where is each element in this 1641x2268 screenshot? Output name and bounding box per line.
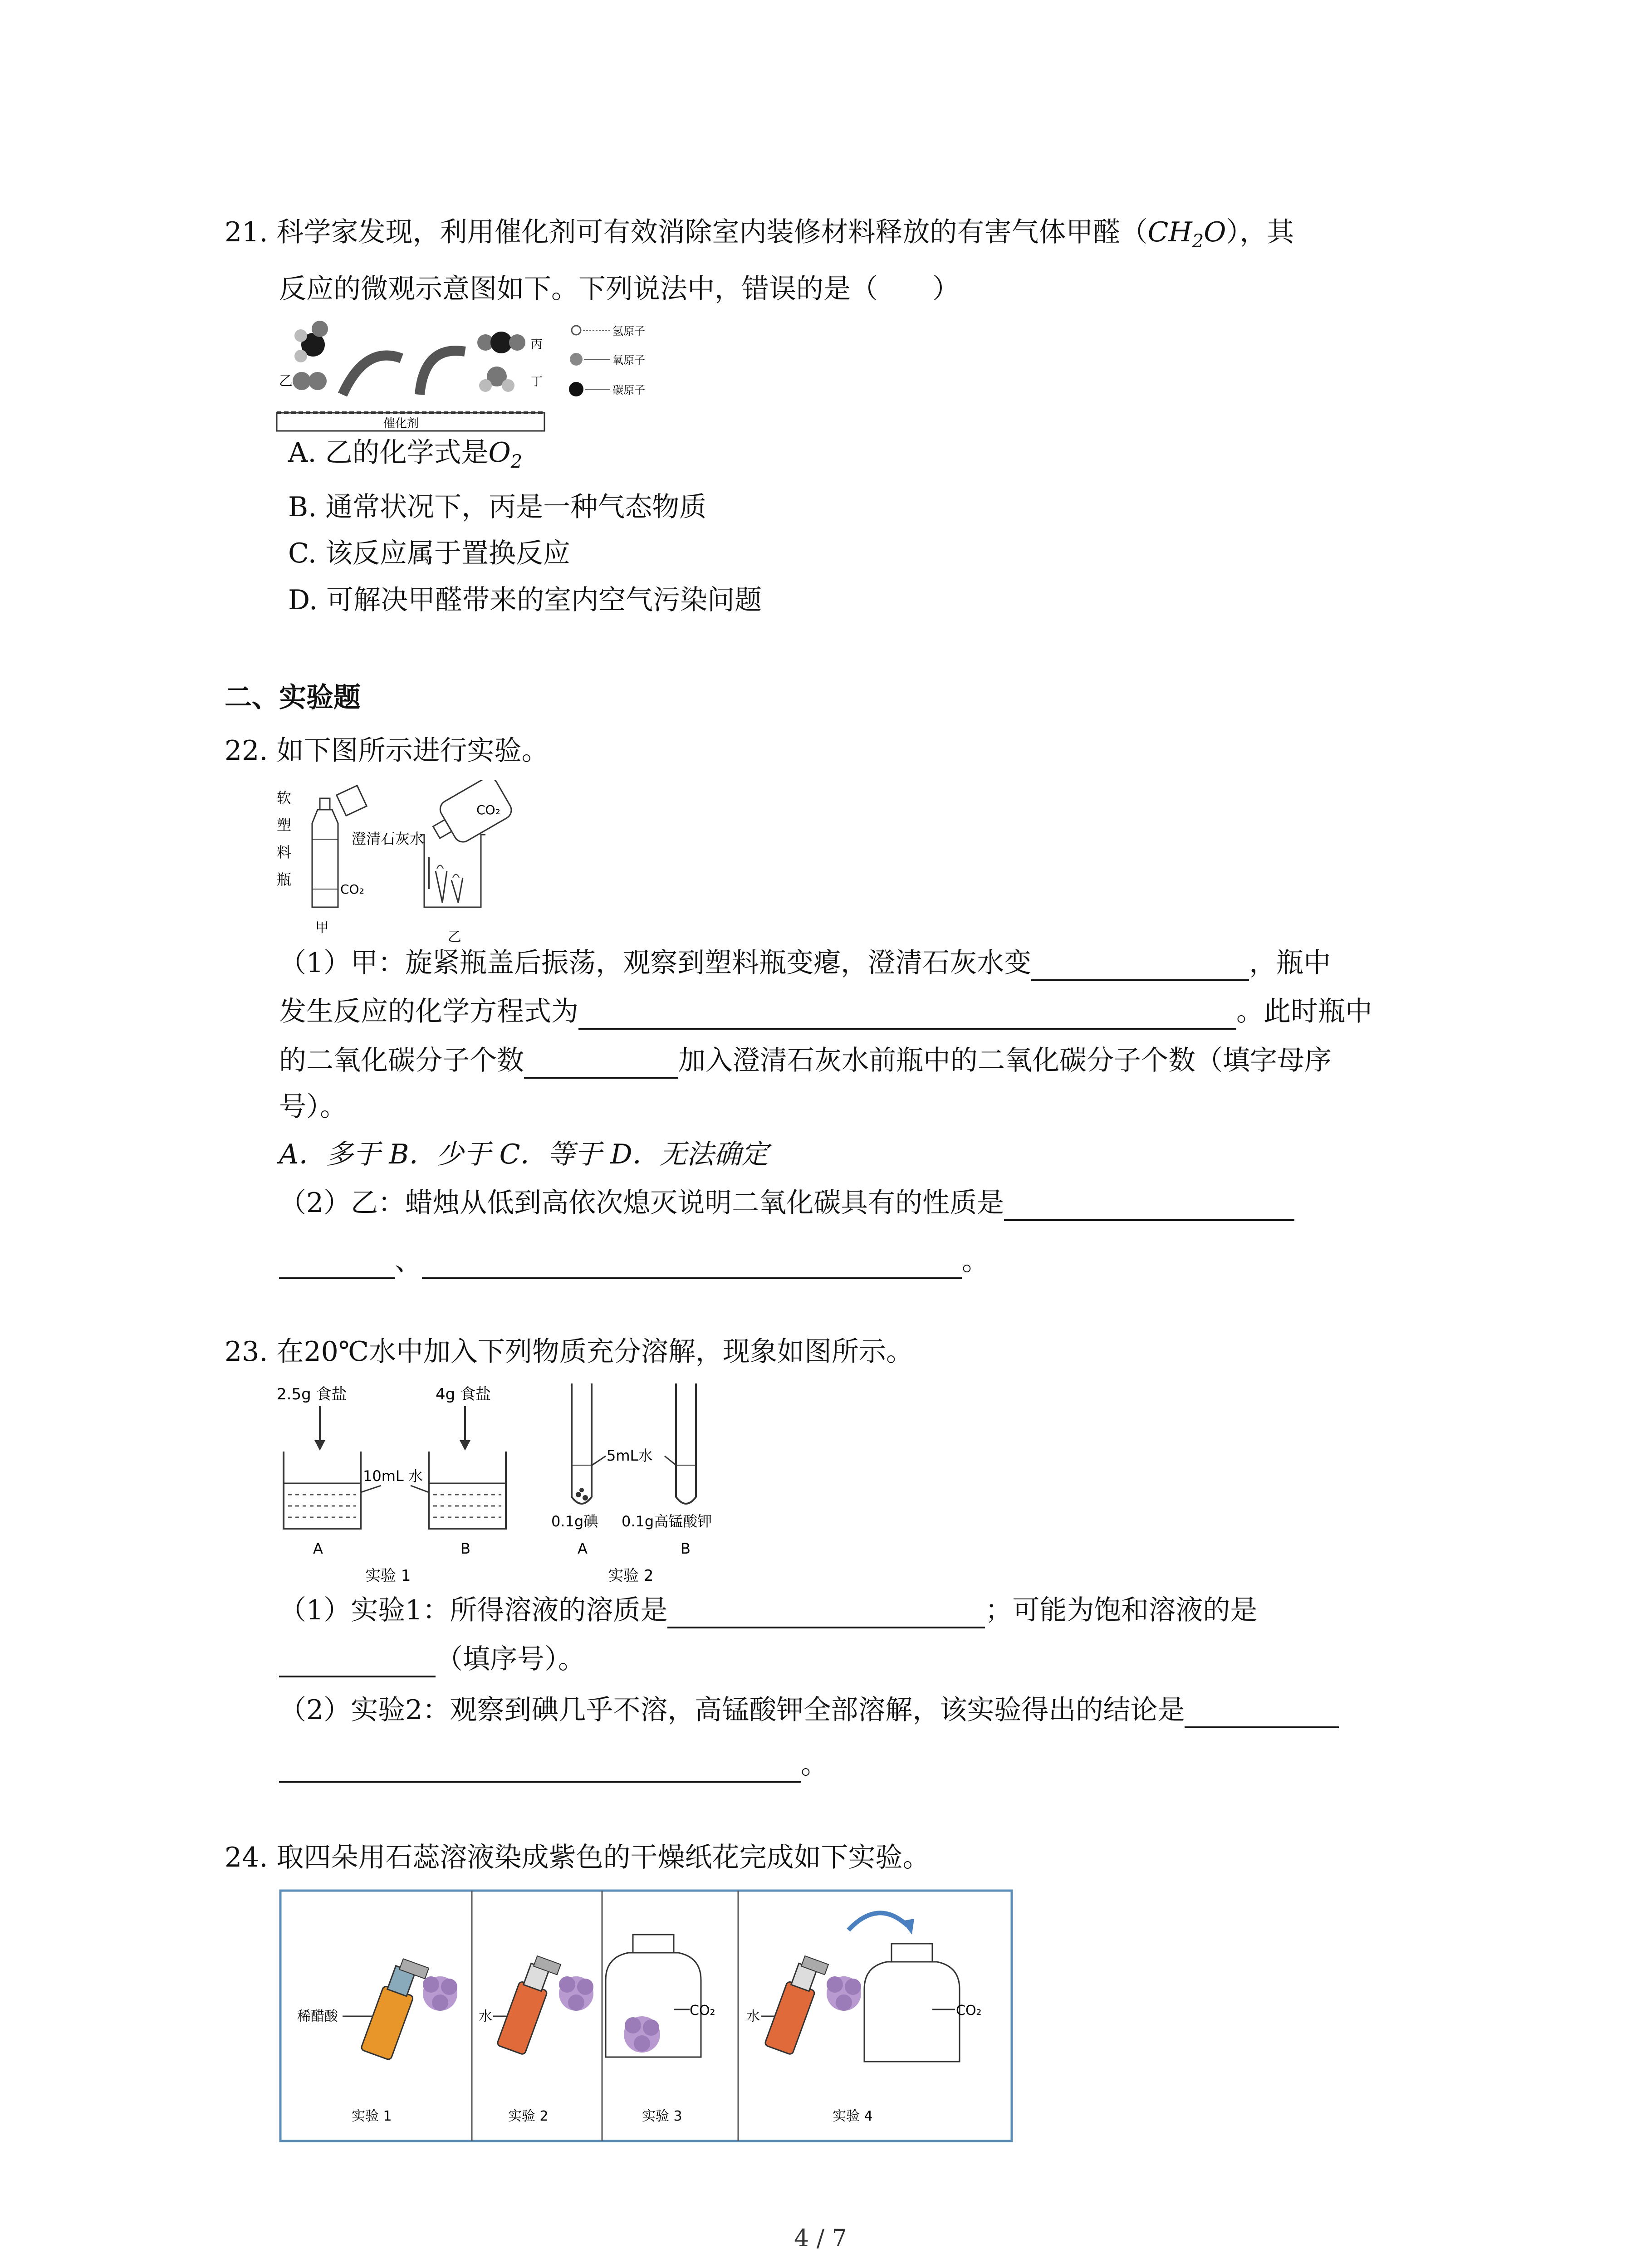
label-bing: 丙 [531, 338, 543, 352]
q22-p1-line-a: （1）甲：旋紧瓶盖后振荡，观察到塑料瓶变瘪，澄清石灰水变 ，瓶中 [279, 945, 1331, 981]
co2-molecule [477, 332, 525, 353]
exp2-caption: 实验 2 [508, 2108, 549, 2124]
answer-blank-conclusion-1[interactable] [1185, 1698, 1339, 1728]
bottle-label-3: 料 [277, 844, 292, 861]
exp2-label: 实验 2 [608, 1567, 654, 1585]
paper-flower-2 [559, 1976, 593, 2011]
exp1-label: 实验 1 [365, 1567, 411, 1585]
q22-stem: 22. 如下图所示进行实验。 [225, 735, 549, 767]
water-10-label: 10mL 水 [363, 1467, 423, 1485]
co2-label-3: CO₂ [690, 2003, 715, 2019]
answer-blank-property-1[interactable] [1004, 1191, 1294, 1221]
q23-p2-line-a: （2）实验2：观察到碘几乎不溶，高锰酸钾全部溶解，该实验得出的结论是 [279, 1692, 1339, 1728]
answer-blank-limewater[interactable] [1031, 951, 1249, 981]
q21-reaction-figure [274, 318, 683, 435]
plastic-bottle [312, 798, 338, 907]
test-tube-b [676, 1383, 696, 1504]
beaker-a-label: A [313, 1540, 323, 1557]
paper-flower-4 [827, 1976, 861, 2011]
q23-p2-line-b: 。 [279, 1746, 828, 1783]
q21-option-c: C. 该反应属于置换反应 [288, 538, 570, 569]
catalyst-label: 催化剂 [383, 417, 419, 430]
bottle-label-2: 塑 [277, 816, 292, 834]
salt-b-label: 4g 食盐 [436, 1385, 491, 1403]
co2-bottle [425, 780, 514, 852]
legend-oxygen: 氧原子 [612, 354, 645, 367]
q22-p1-line-c: 的二氧化碳分子个数 加入澄清石灰水前瓶中的二氧化碳分子个数（填字母序 [279, 1042, 1332, 1079]
q21-option-b: B. 通常状况下，丙是一种气态物质 [288, 491, 707, 523]
q24-figure [279, 1889, 1014, 2143]
exp1-caption: 实验 1 [352, 2108, 392, 2124]
q21-line1: 21. 科学家发现，利用催化剂可有效消除室内装修材料释放的有害气体甲醛$(CH_2O)$，其 [225, 216, 1294, 252]
pouring-beaker [337, 786, 367, 816]
arrow-in [343, 356, 402, 395]
paper-flower-1 [423, 1976, 457, 2011]
q22-options: A．多于 B．少于 C．等于 D．无法确定 [279, 1139, 769, 1170]
q21-option-d: D. 可解决甲醛带来的室内空气污染问题 [288, 584, 762, 616]
q23-stem: 23. 在20℃水中加入下列物质充分溶解，现象如图所示。 [225, 1336, 913, 1368]
q22-p2-line-a: （2）乙：蜡烛从低到高依次熄灭说明二氧化碳具有的性质是 [279, 1185, 1294, 1221]
q23-p1-line-a: （1）实验1：所得溶液的溶质是 ；可能为饱和溶液的是 [279, 1592, 1257, 1628]
q21-stem: 21. 科学家发现，利用催化剂可有效消除室内装修材料释放的有害气体甲醛（ [225, 216, 1148, 248]
q22-figure [272, 780, 635, 948]
kmno4-label: 0.1g高锰酸钾 [622, 1513, 712, 1530]
beaker-a [284, 1452, 361, 1529]
q21-option-a: A. 乙的化学式是$O_2$ [288, 437, 523, 472]
q21-formula: $CH_2O$ [1147, 216, 1226, 252]
oxygen-molecule [293, 372, 327, 390]
beaker-b-label: B [460, 1540, 470, 1557]
q23-p1-line-b: （填序号）。 [279, 1641, 585, 1677]
section-heading: 二、实验题 [225, 682, 361, 714]
bottle-label-1: 软 [277, 789, 292, 807]
q21-option-a-formula: $O_2$ [488, 437, 523, 472]
water-5-label: 5mL水 [607, 1447, 653, 1464]
label-ding: 丁 [531, 375, 543, 389]
bottle-label-4: 瓶 [277, 871, 292, 888]
co2-label-a: CO₂ [340, 882, 364, 897]
label-yi-b: 乙 [448, 929, 461, 945]
q22-p1-line-b: 发生反应的化学方程式为 。此时瓶中 [279, 993, 1372, 1030]
answer-blank-property-3[interactable] [422, 1249, 962, 1279]
q23-figure [274, 1379, 751, 1588]
page-number: 4 / 7 [794, 2225, 847, 2252]
co2-label-4: CO₂ [956, 2003, 982, 2019]
answer-blank-conclusion-2[interactable] [279, 1753, 801, 1783]
q22-p1-line-d: 号）。 [279, 1091, 347, 1123]
formaldehyde-molecule [294, 321, 328, 362]
legend-hydrogen: 氢原子 [612, 325, 645, 337]
test-tube-a [572, 1383, 592, 1504]
q22-p2-line-b: 、 。 [279, 1243, 989, 1279]
tube-b-label: B [681, 1540, 691, 1557]
water-label-2: 水 [746, 2009, 760, 2024]
answer-blank-solute[interactable] [667, 1598, 985, 1628]
iodine-label: 0.1g碘 [551, 1513, 598, 1530]
exp4-caption: 实验 4 [833, 2108, 873, 2124]
water-molecule [479, 367, 514, 392]
answer-blank-molecule-count[interactable] [524, 1049, 678, 1079]
salt-a-label: 2.5g 食盐 [277, 1385, 347, 1403]
limewater-label: 澄清石灰水 [352, 830, 425, 847]
answer-blank-saturated[interactable] [279, 1647, 436, 1677]
water-label-1: 水 [479, 2009, 492, 2024]
legend [569, 325, 645, 396]
answer-blank-property-2[interactable] [279, 1249, 395, 1279]
label-jia: 甲 [315, 920, 329, 936]
answer-blank-equation[interactable] [578, 1000, 1236, 1030]
q21-line2: 反应的微观示意图如下。下列说法中，错误的是（ ） [279, 273, 960, 305]
candle-beaker [420, 835, 485, 907]
label-yi: 乙 [279, 373, 293, 389]
co2-label-b: CO₂ [476, 802, 500, 817]
legend-carbon: 碳原子 [612, 384, 645, 396]
arrow-out [420, 351, 465, 395]
beaker-b [429, 1452, 506, 1529]
tube-a-label: A [578, 1540, 588, 1557]
exp3-caption: 实验 3 [642, 2108, 682, 2124]
acid-label: 稀醋酸 [297, 2009, 338, 2024]
q24-stem: 24. 取四朵用石蕊溶液染成紫色的干燥纸花完成如下实验。 [225, 1842, 930, 1873]
